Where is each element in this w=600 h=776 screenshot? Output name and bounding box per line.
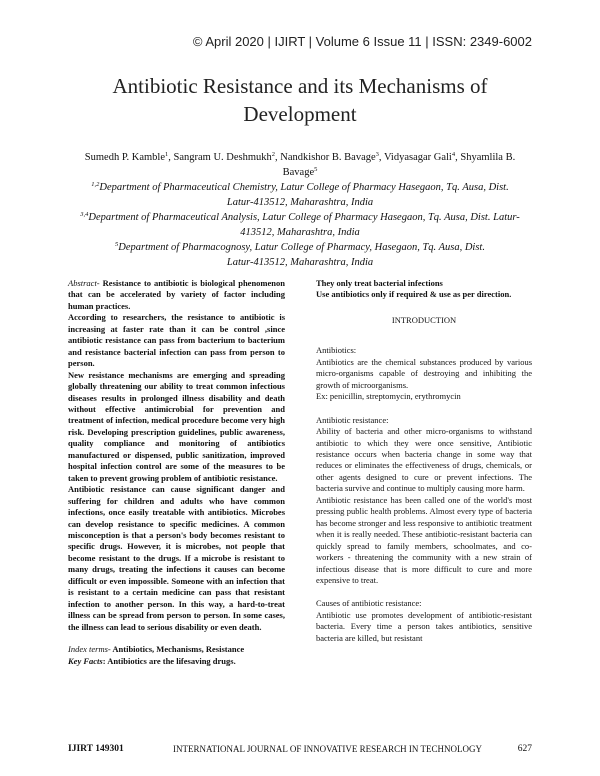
abstract-p4: Antibiotic resistance can cause significant danger and suffering for children and adults who have common infections, once easily treatable with antibiotics. Microbes can develop resistance to specific medicines. A common misconception is that a person's body becomes resistant to specific drugs. However, it is microbes, not people that become resistant to the drugs. If a microbe is resistant to many drugs, treating the infections it causes can become difficult or even impossible. Someone with an infection that is resistant to a certain medicine can pass that resistant infection to another person. In this way, a hard-to-treat illness can be spread from person to person. In some cases, the illness can lead to serious disability or even death. [68,484,285,632]
index-terms: Index terms- Antibiotics, Mechanisms, Resistance [68,644,245,655]
author-line-2: Bavage$^5$ [282,166,318,178]
footer-paper-id: IJIRT 149301 [68,744,124,754]
footer-page-number: 627 [517,744,532,754]
resistance-p1: Ability of bacteria and other micro-organisms to withstand antibiotic to which they were once sensitive, Antibiotic resistance occurs when bacteria change in some way that reduces or eliminates the effectiveness of drugs, chemicals, or other agents designed to cure or prevent infections. The bacteria survive and continue to multiply causing more harm. [316,426,532,494]
causes-heading: Causes of antibiotic resistance: [316,598,422,609]
footer-journal-name: INTERNATIONAL JOURNAL OF INNOVATIVE RESEARCH IN TECHNOLOGY [173,744,482,754]
resistance-p2: Antibiotic resistance has been called one of the world's most pressing public health problems. Almost every type of bacteria has become stronger and less responsive to antibiotic treatment when it is really needed. These antibiotic-resistant bacteria can quickly spread to family members, schoolmates, and co-workers - threatening the community with a new strain of infectious disease that is more difficult to cure and more expensive to treat. [316,494,532,585]
paper-title [0,72,600,128]
author-line-1: Sumedh P. Kamble$^1$, Sangram U. Deshmukh$^2$, Nandkishor B. Bavage$^3$, Vidyasagar Gali$^4$, Shyamlila B. [84,151,516,163]
resistance-heading: Antibiotic resistance: [316,414,389,425]
affiliation-3: $^5$Department of Pharmacognosy, Latur College of Pharmacy, Hasegaon, Tq. Ausa, Dist. [115,241,485,253]
key-facts: Key Facts: Antibiotics are the lifesaving drugs. [68,655,236,666]
antibiotics-heading: Antibiotics: [316,345,357,356]
author-4: , Vidyasagar Gali [378,152,452,163]
abstract-column [68,278,285,667]
title-line-1: Antibiotic Resistance and its Mechanisms of [112,74,488,98]
body-column [316,278,532,644]
abstract-p3: New resistance mechanisms are emerging and spreading globally threatening our ability to treat common infectious diseases results in prolonged illness disability and death without effective antimicrobial for prevention and treatment of infection, medical procedure become very high risk. Developing prescription guidelines, public awareness, quality compliance and monitoring of antibiotics manufactured or dispensed, public sanitization, improved hospital infection control are some of the measures to be taken to prevent growing problem of antibiotic resistance. [68,369,285,483]
key-fact-1: They only treat bacterial infections [316,278,443,288]
author-3: , Nandkishor B. Bavage [275,152,376,163]
abstract-label: Abstract- [68,278,100,288]
abstract-p1: Abstract- Resistance to antibiotic is biological phenomenon that can be accelerated by variety of factor including human practices. [68,278,285,311]
title-line-2: Development [243,102,357,126]
author-2: , Sangram U. Deshmukh [168,152,272,163]
introduction-heading: INTRODUCTION [391,314,457,325]
affiliation-2: $^{3,4}$Department of Pharmaceutical Analysis, Latur College of Pharmacy Hasegaon, Tq. Ausa, Dist. Latur- [80,211,520,223]
antibiotics-text: Antibiotics are the chemical substances produced by various micro-organisms capable of destroying and inhibiting the growth of microorganisms. [316,356,532,390]
author-1: Sumedh P. Kamble [84,152,166,163]
running-header: © April 2020 | IJIRT | Volume 6 Issue 11 | ISSN: 2349-6002 [192,34,532,49]
abstract-p2: According to researchers, the resistance to antibiotic is increasing at faster rate than it can be control ,since antibiotic resistance can pass from bacterium to bacterium and resistance bacterial infection can pass from person to person. [68,312,285,369]
antibiotics-example: Ex: penicillin, streptomycin, erythromycin [316,391,461,402]
author-block: Sumedh P. Kamble$^1$, Sangram U. Deshmukh$^2$, Nandkishor B. Bavage$^3$, Vidyasagar Gali$^4$, Shyamlila B. Bavage$^5$ $^{1,2}$Department of Pharmaceutical Chemistry, Latur College of Pharmacy Hasegaon, Tq. Ausa, Dist. Latur-413512, Maharashtra, India $^{3,4}$Department of Pharmaceutical Analysis, Latur College of Pharmacy Hasegaon, Tq. Ausa, Dist. Latur- 413512, Maharashtra, India $^5$Department of Pharmacognosy, Latur College of Pharmacy, Hasegaon, Tq. Ausa, Dist. Latur-413512, Maharashtra, India [0,150,600,270]
author-5: , Shyamlila B. [455,152,516,163]
causes-text: Antibiotic use promotes development of antibiotic-resistant bacteria. Every time a person takes antibiotics, sensitive bacteria are killed, but resistant [316,609,532,643]
key-fact-2: Use antibiotics only if required & use as per direction. [316,289,512,300]
affiliation-1: $^{1,2}$Department of Pharmaceutical Chemistry, Latur College of Pharmacy Hasegaon, Tq. Ausa, Dist. [91,181,509,193]
